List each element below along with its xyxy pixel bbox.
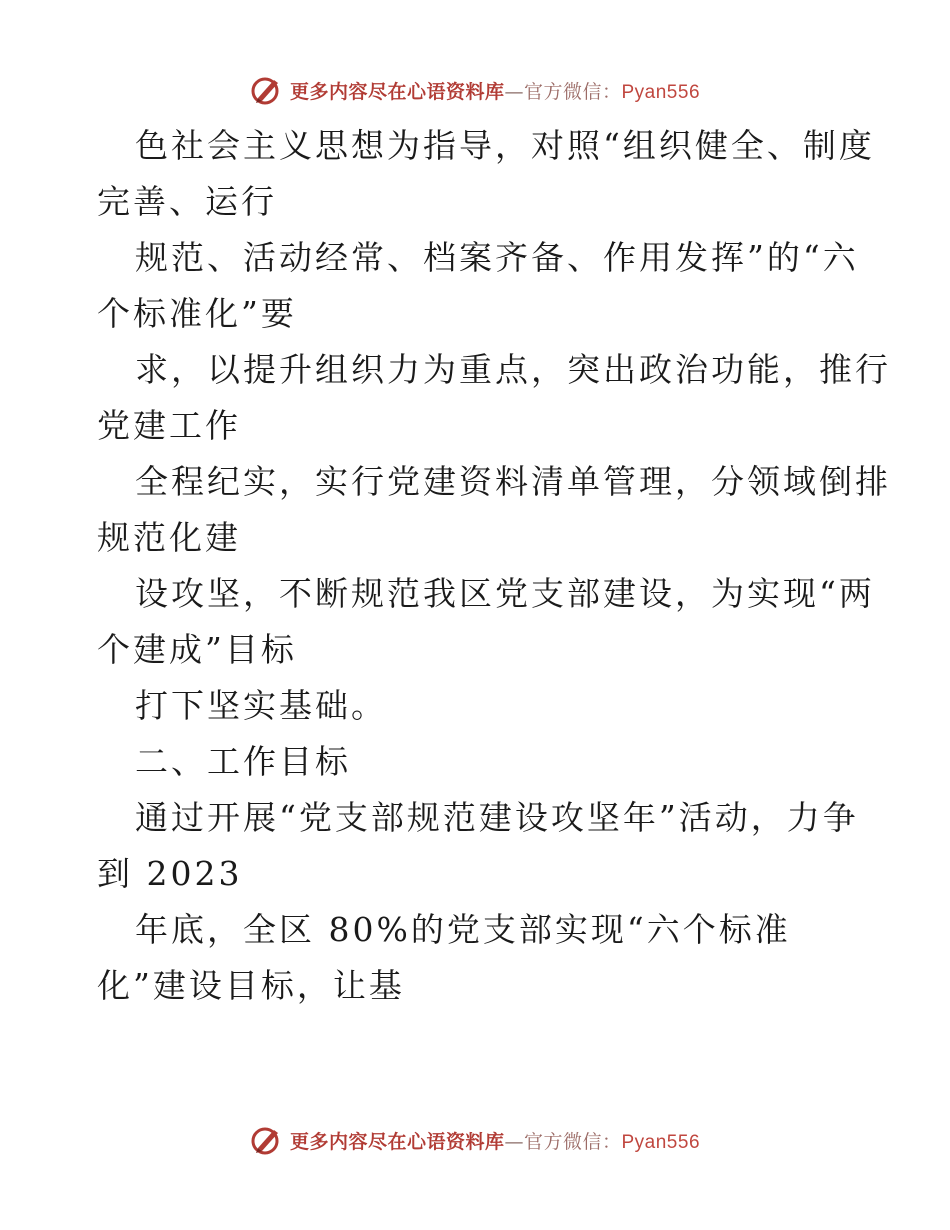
banner-text — [290, 77, 700, 104]
banner-wechat-id: Pyan556 — [621, 1131, 701, 1153]
body-line: 年底，全区 80%的党支部实现“六个标准 — [135, 910, 791, 949]
banner-wechat-label: 官方微信： — [523, 80, 622, 103]
banner-text — [290, 1127, 700, 1154]
body-line: 设攻坚，不断规范我区党支部建设，为实现“两 — [135, 574, 875, 613]
banner-dash: — — [504, 1130, 524, 1153]
section-heading: 二、工作目标 — [135, 742, 351, 781]
body-line: 规范化建 — [97, 518, 241, 557]
footer-watermark-banner — [0, 1120, 950, 1160]
banner-dash: — — [504, 80, 524, 103]
banner-wechat-label: 官方微信： — [523, 1130, 622, 1153]
body-line: 化”建设目标，让基 — [97, 966, 405, 1005]
banner-site-name: 更多内容尽在心语资料库 — [289, 1130, 505, 1153]
pen-logo-icon — [250, 1124, 282, 1156]
body-line: 个标准化”要 — [97, 294, 297, 333]
banner-wechat-id: Pyan556 — [621, 81, 701, 103]
body-line: 求，以提升组织力为重点，突出政治功能，推行 — [135, 350, 891, 389]
document-body — [97, 118, 891, 1014]
body-line: 到 2023 — [97, 854, 243, 893]
body-line: 党建工作 — [97, 406, 241, 445]
body-line: 色社会主义思想为指导，对照“组织健全、制度 — [135, 126, 875, 165]
body-line: 通过开展“党支部规范建设攻坚年”活动，力争 — [135, 798, 859, 837]
body-line: 个建成”目标 — [97, 630, 297, 669]
body-line: 全程纪实，实行党建资料清单管理，分领域倒排 — [135, 462, 891, 501]
pen-logo-icon — [250, 74, 282, 106]
body-line: 打下坚实基础。 — [135, 686, 387, 725]
header-watermark-banner — [0, 70, 950, 110]
banner-site-name: 更多内容尽在心语资料库 — [289, 80, 505, 103]
body-line: 完善、运行 — [97, 182, 277, 221]
body-line: 规范、活动经常、档案齐备、作用发挥”的“六 — [135, 238, 859, 277]
